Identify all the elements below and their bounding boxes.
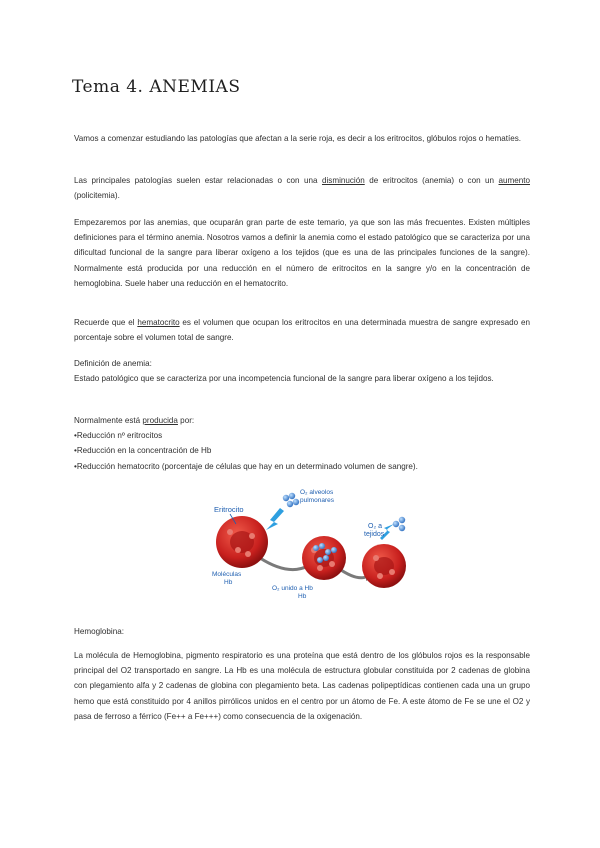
intro-paragraph: Vamos a comenzar estudiando las patologías que afectan a la serie roja, es decir a los eritrocitos, glóbulos rojos o hematíes. <box>74 134 522 143</box>
label-pulmonares: pulmonares <box>300 497 334 504</box>
label-unido-hb: Hb <box>298 593 307 600</box>
label-o2-unido: O₂ unido a Hb <box>272 585 313 592</box>
producida-term: producida <box>142 416 178 425</box>
label-o2-a: O₂ a <box>368 523 382 530</box>
hemoglobina-paragraph: La molécula de Hemoglobina, pigmento respiratorio es una proteína que está dentro de los glóbulos rojos es la responsable principal del O2 transportado en sangre. La Hb es una molécula de estructura globular constituida por 2 cadenas de globina con plegamiento alfa y 2 cadenas de globina con plegamiento beta. Las cadenas polipeptídicas contienen cada una un grupo hemo que está constituido por 4 anillos pirrólicos unidos en el centro por un átomo de Fe. A este átomo de Fe se une el O2 y pasa de ferroso a férrico (Fe++ a Fe+++) como consecuencia de la oxigenación. <box>74 651 530 721</box>
list-item: •Reducción nº eritrocitos <box>74 431 163 441</box>
list-item: •Reducción en la concentración de Hb <box>74 446 212 456</box>
prod-text-b: por: <box>177 416 195 425</box>
p2-text-c: (policitemia). <box>74 191 120 201</box>
hematocrito-paragraph <box>74 315 530 345</box>
flow-arrow <box>260 558 308 570</box>
produccion-block <box>74 413 530 474</box>
list-item: •Reducción hematocrito (porcentaje de células que hay en un determinado volumen de sangre). <box>74 461 418 471</box>
p4-text-a: Recuerde que el <box>74 318 138 327</box>
label-moleculas: Moléculas <box>212 571 242 578</box>
anemias-paragraph: Empezaremos por las anemias, que ocuparán gran parte de este temario, ya que son las más frecuentes. Existen múltiples definiciones para el término anemia. Nosotros vamos a definir la anemia como el estado patológico que se caracteriza por una dificultad funcional de la sangre para liberar oxígeno a los tejidos (que es una de las principales funciones de la sangre). Normalmente está producida por una reducción en el número de eritrocitos en la sangre y/o en la concentración de hemoglobina. Suele haber una reducción en el hematocrito. <box>74 218 530 288</box>
definicion-text: Estado patológico que se caracteriza por una incompetencia funcional de la sangre para liberar oxígeno a los tejidos. <box>74 374 494 384</box>
hemoglobina-heading: Hemoglobina: <box>74 627 124 636</box>
hematocrito-term: hematocrito <box>137 318 180 327</box>
label-tejidos: tejidos <box>364 531 385 538</box>
definicion-block <box>74 356 530 386</box>
definicion-heading: Definición de anemia: <box>74 359 152 368</box>
p4-text-b: es el volumen que ocupan los eritrocitos en una determinada muestra de sangre expresado en porcentaje sobre el volumen total de sangre. <box>74 318 530 343</box>
disminucion-term: disminución <box>321 176 365 185</box>
prod-text-a: Normalmente está <box>74 416 143 425</box>
p2-text-a: Las principales patologías suelen estar relacionadas o con una <box>74 176 322 185</box>
page-title: Tema 4. ANEMIAS <box>72 77 241 97</box>
p2-text-b: de eritrocitos (anemia) o con un <box>364 176 499 185</box>
label-eritrocito: Eritrocito <box>214 505 244 514</box>
produccion-heading <box>74 413 530 428</box>
label-hb: Hb <box>224 579 233 586</box>
erythrocyte-diagram <box>208 484 412 602</box>
label-o2-alveolos: O₂ alveolos <box>300 489 334 496</box>
patologias-paragraph <box>74 173 530 203</box>
o2-in-arrow <box>266 508 284 530</box>
aumento-term: aumento <box>498 176 530 185</box>
